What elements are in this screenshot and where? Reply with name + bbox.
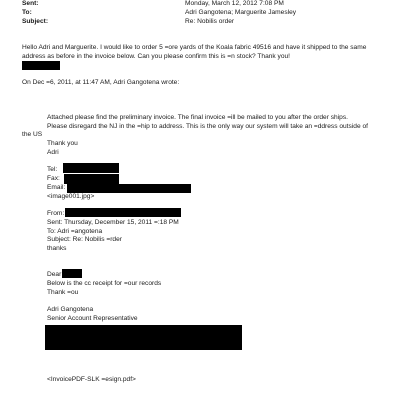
fwd-subject: Subject: Re: Nobilis =rder: [47, 236, 122, 243]
fax-label: Fax:: [47, 175, 60, 182]
to-value: Adri Gangotena; Marguerite Jamesley: [185, 9, 297, 16]
quote1-line3: the US: [22, 131, 43, 138]
redaction-bar: [45, 325, 242, 350]
redaction-bar: [22, 61, 60, 70]
redaction-bar: [63, 163, 119, 173]
to-label: To:: [22, 9, 32, 16]
quote1-header: On Dec =6, 2011, at 11:47 AM, Adri Gangotena wrote:: [22, 79, 180, 86]
quote1-line1: Attached please find the preliminary invoice. The final invoice =ill be mailed to you after the order ships.: [47, 114, 348, 121]
from-label: From:: [47, 210, 65, 217]
image-reference: <image001.jpg>: [47, 193, 95, 200]
para1-line2: address as before in the invoice below. Can you please confirm this is =n stock? Thank you!: [22, 53, 290, 60]
signature-full-name: Adri Gangotena: [47, 306, 94, 313]
fwd-thanks: thanks: [47, 245, 67, 252]
para1-line1: Hello Adri and Marguerite. I would like to order 5 =ore yards of the Koala fabric 49516 and have it shipped to the same: [22, 44, 367, 51]
subject-value: Re: Nobilis order: [185, 18, 235, 25]
redaction-bar: [67, 184, 191, 193]
receipt-line: Below is the cc receipt for =our records: [47, 280, 162, 287]
sent-value: Monday, March 12, 2012 7:08 PM: [185, 0, 284, 7]
email-label: Email:: [47, 184, 66, 191]
redaction-bar: [65, 208, 181, 217]
redaction-bar: [64, 174, 119, 184]
dear-line: Dear: [47, 271, 62, 278]
fwd-sent: Sent: Thursday, December 15, 2011 =:18 PM: [47, 219, 179, 226]
signature-name: Adri: [47, 149, 59, 156]
subject-label: Subject:: [22, 18, 49, 25]
signature-title: Senior Account Representative: [47, 315, 138, 322]
thank-you-line: Thank =ou: [47, 289, 79, 296]
quote1-line2: Please disregard the NJ in the =hip to address. This is the only way our system will take an =ddress outside of: [47, 123, 368, 130]
redaction-bar: [62, 269, 82, 278]
fwd-to: To: Adri =angotena: [47, 228, 103, 235]
sent-label: Sent:: [22, 0, 39, 7]
thanks-line: Thank you: [47, 140, 78, 147]
attachment-reference: <InvoicePDF-SLK =esign.pdf>: [47, 376, 136, 383]
tel-label: Tel:: [47, 166, 58, 173]
